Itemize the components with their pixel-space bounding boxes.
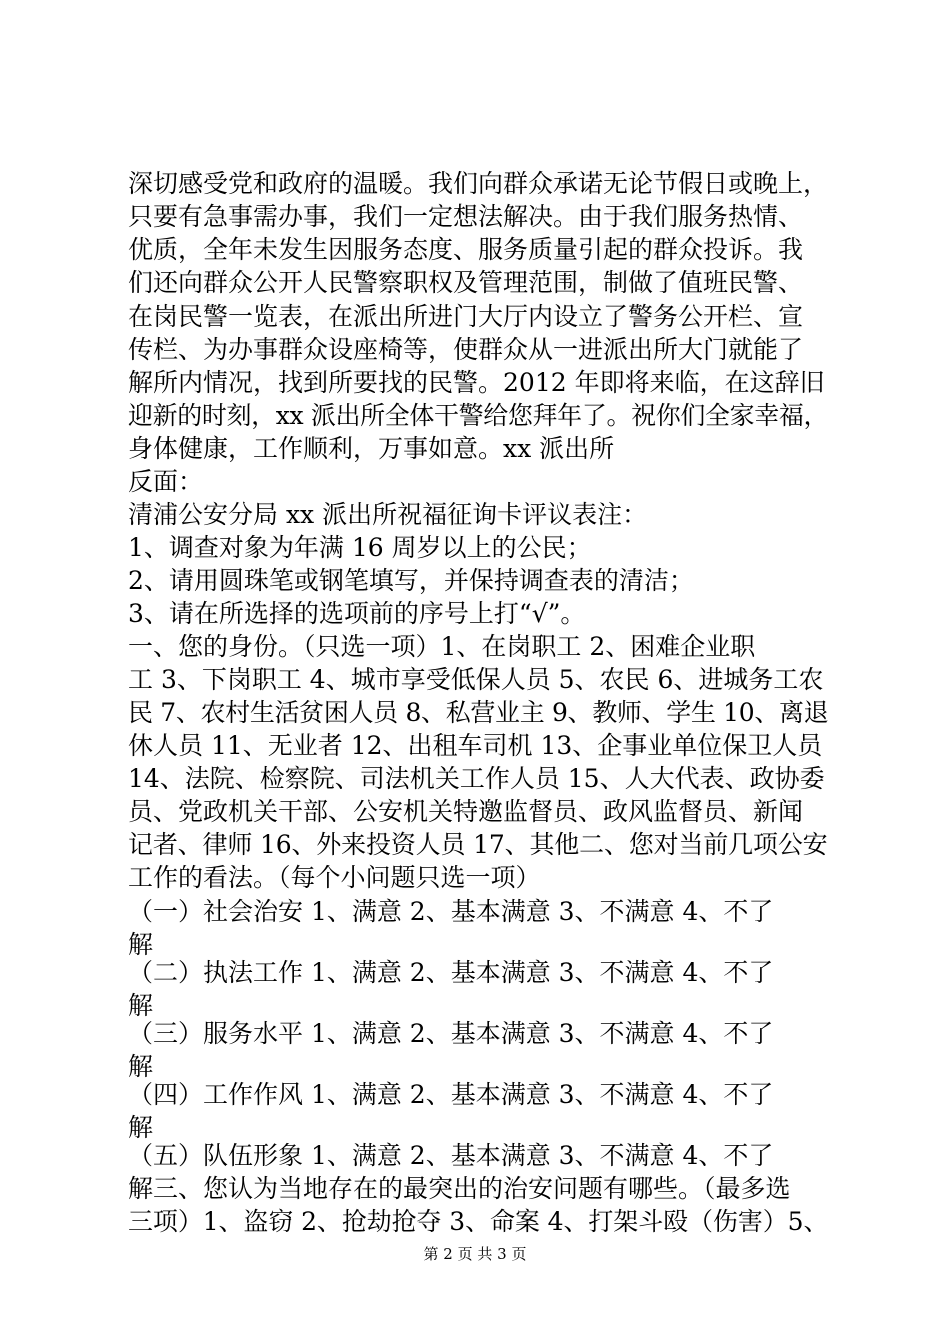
text-line: 解 <box>128 1113 154 1142</box>
text-line: 2、请用圆珠笔或钢笔填写，并保持调查表的清洁； <box>128 566 694 595</box>
text-line: （一）社会治安 1、满意 2、基本满意 3、不满意 4、不了 <box>128 897 774 926</box>
text-line: 1、调查对象为年满 16 周岁以上的公民； <box>128 533 592 562</box>
text-line: 记者、律师 16、外来投资人员 17、其他二、您对当前几项公安 <box>128 830 828 859</box>
text-line: 清浦公安分局 xx 派出所祝福征询卡评议表注： <box>128 500 648 529</box>
text-line: （五）队伍形象 1、满意 2、基本满意 3、不满意 4、不了 <box>128 1141 774 1170</box>
text-line: 解三、您认为当地存在的最突出的治安问题有哪些。（最多选 <box>128 1174 791 1203</box>
text-line: （二）执法工作 1、满意 2、基本满意 3、不满意 4、不了 <box>128 958 774 987</box>
text-line: 一、您的身份。（只选一项）1、在岗职工 2、困难企业职 <box>128 632 756 661</box>
text-line: 工 3、下岗职工 4、城市享受低保人员 5、农民 6、进城务工农 <box>128 665 824 694</box>
text-line: 解 <box>128 991 154 1020</box>
text-line: 深切感受党和政府的温暖。我们向群众承诺无论节假日或晚上， <box>128 169 829 198</box>
text-line: 三项）1、盗窃 2、抢劫抢夺 3、命案 4、打架斗殴（伤害）5、 <box>128 1207 829 1236</box>
text-line: （三）服务水平 1、满意 2、基本满意 3、不满意 4、不了 <box>128 1019 774 1048</box>
text-line: 在岗民警一览表，在派出所进门大厅内设立了警务公开栏、宣 <box>128 302 804 331</box>
text-line: 3、请在所选择的选项前的序号上打“√”。 <box>128 599 586 628</box>
text-line: 们还向群众公开人民警察职权及管理范围，制做了值班民警、 <box>128 268 804 297</box>
text-line: 迎新的时刻，xx 派出所全体干警给您拜年了。祝你们全家幸福， <box>128 401 829 430</box>
text-line: 解 <box>128 1052 154 1081</box>
text-line: 员、党政机关干部、公安机关特邀监督员、政风监督员、新闻 <box>128 797 804 826</box>
text-line: 反面： <box>128 467 204 496</box>
text-line: 只要有急事需办事，我们一定想法解决。由于我们服务热情、 <box>128 202 804 231</box>
text-line: 解 <box>128 930 154 959</box>
text-line: 休人员 11、无业者 12、出租车司机 13、企事业单位保卫人员 <box>128 731 823 760</box>
text-line: 传栏、为办事群众设座椅等，使群众从一进派出所大门就能了 <box>128 335 804 364</box>
text-line: 解所内情况，找到所要找的民警。2012 年即将来临，在这辞旧 <box>128 368 825 397</box>
text-line: 工作的看法。（每个小问题只选一项） <box>128 863 541 892</box>
text-line: 14、法院、检察院、司法机关工作人员 15、人大代表、政协委 <box>128 764 825 793</box>
text-line: 民 7、农村生活贫困人员 8、私营业主 9、教师、学生 10、离退 <box>128 698 829 727</box>
text-line: 身体健康，工作顺利，万事如意。xx 派出所 <box>128 434 615 463</box>
page-footer: 第 2 页 共 3 页 <box>423 1245 527 1263</box>
text-line: 优质，全年未发生因服务态度、服务质量引起的群众投诉。我 <box>128 235 804 264</box>
text-line: （四）工作作风 1、满意 2、基本满意 3、不满意 4、不了 <box>128 1080 774 1109</box>
